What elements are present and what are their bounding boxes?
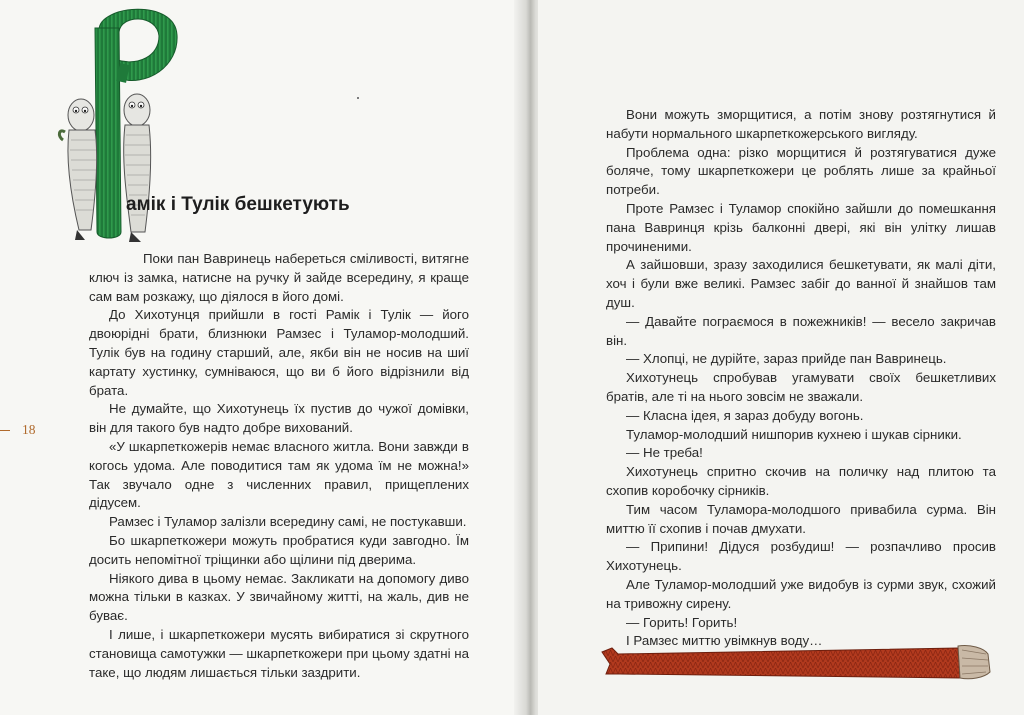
paragraph: — Не треба! xyxy=(626,445,703,461)
page-number-rule xyxy=(0,430,10,431)
chapter-title: амік і Тулік бешкетують xyxy=(126,194,350,215)
paragraph: До Хихотунця прийшли в гості Рамік і Тулік — його двоюрідні брати, близнюки Рамзес і Туламор-молодший. Тулік був на годину старший, але, якби він не носив на шиї картату хустинку, сумніваюся, що ви б його відрізнили від брата. xyxy=(89,307,469,398)
paragraph: Не думайте, що Хихотунець їх пустив до чужої домівки, він для такого був надто добре вихований. xyxy=(89,401,469,436)
right-page-text xyxy=(606,106,996,651)
paragraph: Проте Рамзес і Туламор спокійно зайшли до помешкання пана Вавринця крізь балконні двері, які він улітку лишав прочиненими. xyxy=(606,200,996,254)
paragraph: — Припини! Дідуся розбудиш! — розпачливо просив Хихотунець. xyxy=(606,539,996,574)
paragraph: — Давайте пограємося в пожежників! — весело закричав він. xyxy=(606,313,996,348)
paragraph: І Рамзес миттю увімкнув воду… xyxy=(626,633,823,649)
paragraph: А зайшовши, зразу заходилися бешкетувати, як малі діти, хоч і були вже великі. Рамзес забіг до ванної й знайшов там душ. xyxy=(606,257,996,310)
paragraph: Проблема одна: різко морщитися й розтягуватися дуже боляче, тому шкарпеткожери це роблять лише за крайньої потреби. xyxy=(606,144,996,198)
page-number: 18 xyxy=(22,422,36,437)
paragraph: Тим часом Туламора-молодшого привабила сурма. Він миттю її схопив і почав дмухати. xyxy=(606,501,996,536)
creature-left-icon xyxy=(59,99,96,240)
left-page-text xyxy=(89,250,469,682)
paragraph: Але Туламор-молодший уже видобув із сурми звук, схожий на тривожну сирену. xyxy=(606,576,996,611)
paragraph: Ніякого дива в цьому немає. Закликати на допомогу диво можна тільки в казках. У звичайному житті, на жаль, див не буває. xyxy=(89,570,469,624)
creature-right-icon xyxy=(124,94,151,242)
red-sock-illustration xyxy=(598,638,998,688)
paragraph: Хихотунець спритно скочив на поличку над плитою та схопив коробочку сірників. xyxy=(606,464,996,498)
paragraph: Поки пан Вавринець набереться сміливості, витягне ключ із замка, натисне на ручку й зайде всередину, я краще сам вам розкажу, що діялося в його домі. xyxy=(89,251,469,304)
paragraph: «У шкарпеткожерів немає власного житла. Вони завжди в когось удома. Але поводитися там як удома їм не можна!» Так звучало одне з численних правил, прищеплених дідусем. xyxy=(89,438,469,511)
paragraph: — Горить! Горить! xyxy=(626,614,738,630)
paragraph: Хихотунець спробував угамувати своїх бешкетливих братів, але ті на нього зовсім не зважали. xyxy=(606,370,996,404)
paragraph: Вони можуть зморщитися, а потім знову розтягнутися й набути нормального шкарпеткожерського вигляду. xyxy=(606,107,996,141)
paragraph: Рамзес і Туламор залізли всередину самі, не постукавши. xyxy=(109,514,467,530)
paragraph: І лише, і шкарпеткожери мусять вибиратися зі скрутного становища самотужки — шкарпеткожери при цьому здатні на таке, що людям лишається тільки заздрити. xyxy=(89,626,469,680)
paragraph: — Класна ідея, я зараз добуду вогонь. xyxy=(626,407,864,423)
page-speck xyxy=(357,97,359,99)
paragraph: Бо шкарпеткожери можуть пробратися куди завгодно. Їм досить непомітної тріщинки або щілини під дверима. xyxy=(89,532,469,567)
paragraph: — Хлопці, не дурійте, зараз прийде пан Вавринець. xyxy=(626,351,947,367)
paragraph: Туламор-молодший нишпорив кухнею і шукав сірники. xyxy=(626,426,962,442)
right-page xyxy=(538,0,1024,715)
